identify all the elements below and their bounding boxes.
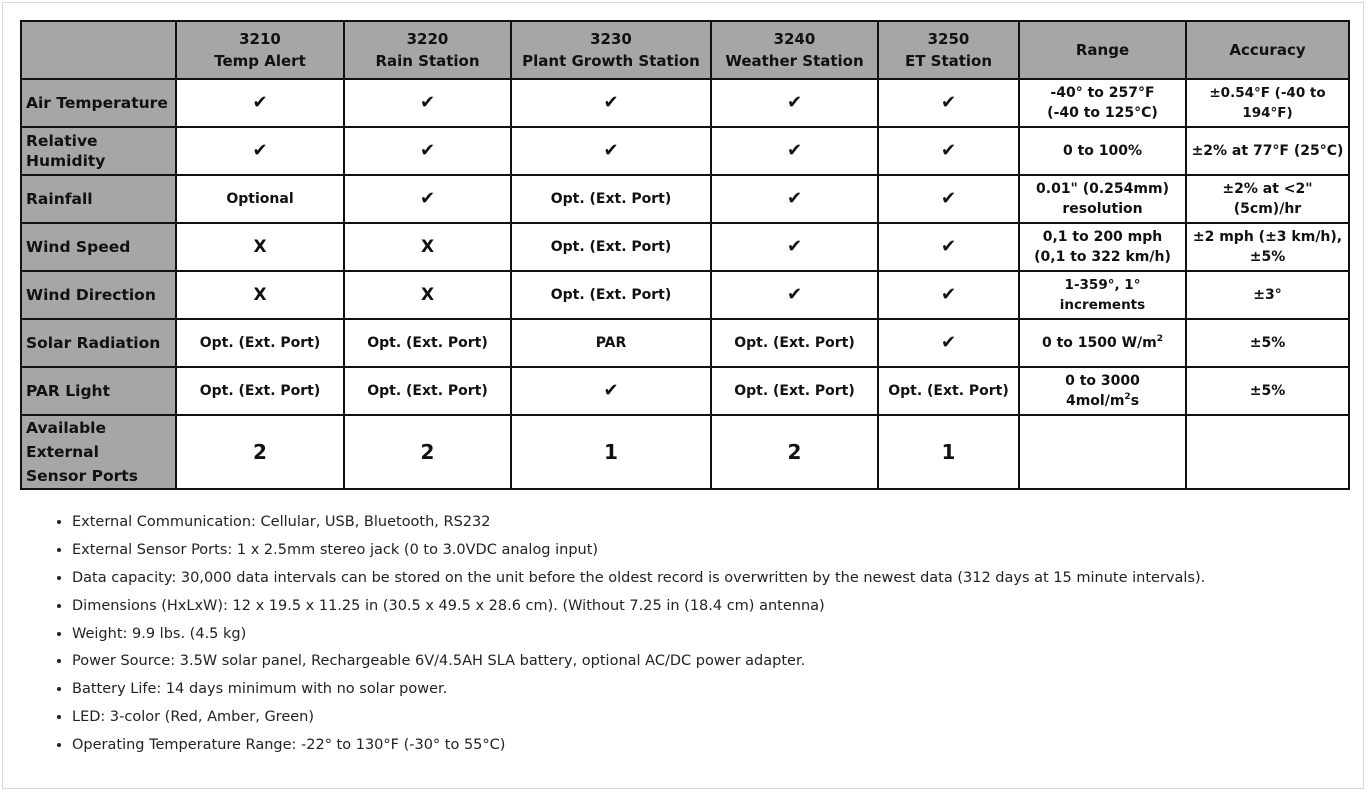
model-number: 3250 — [927, 30, 970, 48]
table-cell — [878, 319, 1019, 367]
table-cell: Opt. (Ext. Port) — [711, 319, 878, 367]
range-text: s — [1130, 393, 1140, 409]
model-number: 3240 — [773, 30, 816, 48]
accuracy-cell — [1186, 223, 1349, 271]
model-name: Rain Station — [375, 52, 480, 70]
table-row-air-temperature — [21, 79, 1349, 127]
list-item: • LED: 3-color (Red, Amber, Green) — [72, 704, 1205, 732]
row-label — [21, 415, 176, 489]
table-cell — [878, 127, 1019, 175]
accuracy-cell: ±2% at <2" (5cm)/hr — [1186, 175, 1349, 223]
range-cell — [1019, 223, 1186, 271]
table-cell — [511, 79, 711, 127]
table-cell: Opt. (Ext. Port) — [176, 367, 344, 415]
range-text: 0 to 1500 W/m — [1041, 335, 1157, 351]
row-label: Rainfall — [21, 175, 176, 223]
range-line: 0,1 to 200 mph — [1042, 229, 1163, 245]
header-accuracy: Accuracy — [1186, 21, 1349, 79]
table-cell: Opt. (Ext. Port) — [711, 367, 878, 415]
port-count: 2 — [176, 415, 344, 489]
port-count: 2 — [344, 415, 511, 489]
list-item: • External Sensor Ports: 1 x 2.5mm stereo jack (0 to 3.0VDC analog input) — [72, 537, 1205, 565]
accuracy-line: ±5% — [1249, 249, 1286, 265]
row-label: Solar Radiation — [21, 319, 176, 367]
range-cell — [1019, 367, 1186, 415]
range-text: 4mol/m — [1065, 393, 1125, 409]
table-row-wind-direction — [21, 271, 1349, 319]
table-cell — [878, 79, 1019, 127]
accuracy-cell: ±0.54°F (-40 to 194°F) — [1186, 79, 1349, 127]
model-name: Temp Alert — [214, 52, 306, 70]
checkmark-icon: ✔ — [786, 187, 803, 209]
range-line: (-40 to 125°C) — [1047, 105, 1158, 121]
checkmark-icon: ✔ — [940, 235, 957, 257]
model-name: Weather Station — [725, 52, 864, 70]
range-line: resolution — [1062, 201, 1143, 217]
table-cell: Opt. (Ext. Port) — [176, 319, 344, 367]
list-item: • Dimensions (HxLxW): 12 x 19.5 x 11.25 in (30.5 x 49.5 x 28.6 cm). (Without 7.25 in (18.4 cm) antenna) — [72, 593, 1205, 621]
header-3250 — [878, 21, 1019, 79]
model-number: 3210 — [239, 30, 281, 48]
row-label: Wind Speed — [21, 223, 176, 271]
checkmark-icon: ✔ — [786, 283, 803, 305]
range-superscript: 2 — [1124, 392, 1131, 402]
table-cell — [711, 271, 878, 319]
checkmark-icon: ✔ — [603, 379, 619, 401]
range-line: 0.01" (0.254mm) — [1036, 181, 1169, 197]
table-cell — [878, 175, 1019, 223]
table-cell — [711, 127, 878, 175]
checkmark-icon: ✔ — [786, 139, 803, 161]
table-cell: Opt. (Ext. Port) — [878, 367, 1019, 415]
table-cell — [511, 367, 711, 415]
range-superscript: 2 — [1156, 334, 1164, 344]
list-item: • Operating Temperature Range: -22° to 130°F (-30° to 55°C) — [72, 732, 1205, 760]
table-cell — [176, 223, 344, 271]
table-cell — [344, 79, 511, 127]
header-3220 — [344, 21, 511, 79]
accuracy-cell: ±2% at 77°F (25°C) — [1186, 127, 1349, 175]
checkmark-icon: ✔ — [940, 187, 957, 209]
table-cell: Optional — [176, 175, 344, 223]
table-row-wind-speed — [21, 223, 1349, 271]
table-cell — [176, 271, 344, 319]
table-cell — [711, 175, 878, 223]
header-3210 — [176, 21, 344, 79]
port-count: 1 — [878, 415, 1019, 489]
header-3230 — [511, 21, 711, 79]
port-count: 2 — [711, 415, 878, 489]
table-cell — [878, 271, 1019, 319]
table-cell — [711, 223, 878, 271]
table-row-rainfall — [21, 175, 1349, 223]
x-mark-icon: X — [253, 236, 267, 257]
table-cell — [344, 271, 511, 319]
table-cell — [878, 223, 1019, 271]
table-cell — [176, 79, 344, 127]
range-cell: 0 to 100% — [1019, 127, 1186, 175]
table-cell: Opt. (Ext. Port) — [511, 175, 711, 223]
checkmark-icon: ✔ — [419, 187, 436, 209]
table-row-external-ports — [21, 415, 1349, 489]
table-cell: Opt. (Ext. Port) — [511, 271, 711, 319]
accuracy-cell-empty — [1186, 415, 1349, 489]
list-item: • Weight: 9.9 lbs. (4.5 kg) — [72, 621, 1205, 649]
row-label: PAR Light — [21, 367, 176, 415]
header-corner — [21, 21, 176, 79]
table-cell: Opt. (Ext. Port) — [344, 319, 511, 367]
table-cell: Opt. (Ext. Port) — [511, 223, 711, 271]
spec-table — [20, 20, 1350, 490]
checkmark-icon: ✔ — [603, 91, 619, 113]
accuracy-cell: ±3° — [1186, 271, 1349, 319]
header-3240 — [711, 21, 878, 79]
checkmark-icon: ✔ — [786, 91, 803, 113]
table-row-relative-humidity — [21, 127, 1349, 175]
table-cell: Opt. (Ext. Port) — [344, 367, 511, 415]
checkmark-icon: ✔ — [252, 91, 268, 113]
accuracy-cell: ±5% — [1186, 367, 1349, 415]
row-label-line: Available External — [26, 419, 107, 461]
range-line: -40° to 257°F — [1050, 85, 1155, 101]
model-name: ET Station — [904, 52, 993, 70]
range-cell — [1019, 175, 1186, 223]
list-item: • External Communication: Cellular, USB, Bluetooth, RS232 — [72, 509, 1205, 537]
list-item: • Power Source: 3.5W solar panel, Rechargeable 6V/4.5AH SLA battery, optional AC/DC power adapter. — [72, 648, 1205, 676]
range-cell-empty — [1019, 415, 1186, 489]
table-cell — [711, 79, 878, 127]
table-cell — [511, 127, 711, 175]
table-cell — [344, 223, 511, 271]
x-mark-icon: X — [420, 236, 435, 257]
port-count: 1 — [511, 415, 711, 489]
model-name: Plant Growth Station — [522, 52, 700, 70]
table-cell — [344, 175, 511, 223]
model-number: 3230 — [590, 30, 632, 48]
table-cell — [344, 127, 511, 175]
checkmark-icon: ✔ — [419, 139, 436, 161]
table-row-par-light — [21, 367, 1349, 415]
checkmark-icon: ✔ — [786, 235, 803, 257]
checkmark-icon: ✔ — [419, 91, 436, 113]
range-line: 0 to 3000 — [1065, 373, 1140, 389]
header-row — [21, 21, 1349, 79]
row-label: Air Temperature — [21, 79, 176, 127]
checkmark-icon: ✔ — [252, 139, 268, 161]
checkmark-icon: ✔ — [940, 91, 957, 113]
list-item: • Battery Life: 14 days minimum with no solar power. — [72, 676, 1205, 704]
range-line: (0,1 to 322 km/h) — [1034, 249, 1171, 265]
accuracy-line: ±2 mph (±3 km/h), — [1192, 229, 1343, 245]
range-cell: 1-359°, 1° increments — [1019, 271, 1186, 319]
checkmark-icon: ✔ — [940, 331, 957, 353]
list-item: • Data capacity: 30,000 data intervals can be stored on the unit before the oldest record is overwritten by the newest data (312 days at 15 minute intervals). — [72, 565, 1205, 593]
table-row-solar-radiation — [21, 319, 1349, 367]
checkmark-icon: ✔ — [940, 139, 957, 161]
spec-notes-list — [52, 509, 1205, 760]
accuracy-cell: ±5% — [1186, 319, 1349, 367]
checkmark-icon: ✔ — [940, 283, 957, 305]
row-label: Wind Direction — [21, 271, 176, 319]
table-cell: PAR — [511, 319, 711, 367]
row-label: Relative Humidity — [21, 127, 176, 175]
checkmark-icon: ✔ — [603, 139, 619, 161]
range-cell — [1019, 319, 1186, 367]
range-cell — [1019, 79, 1186, 127]
x-mark-icon: X — [420, 284, 435, 305]
x-mark-icon: X — [253, 284, 267, 305]
table-cell — [176, 127, 344, 175]
row-label-line: Sensor Ports — [26, 467, 138, 485]
model-number: 3220 — [406, 30, 449, 48]
header-range: Range — [1019, 21, 1186, 79]
